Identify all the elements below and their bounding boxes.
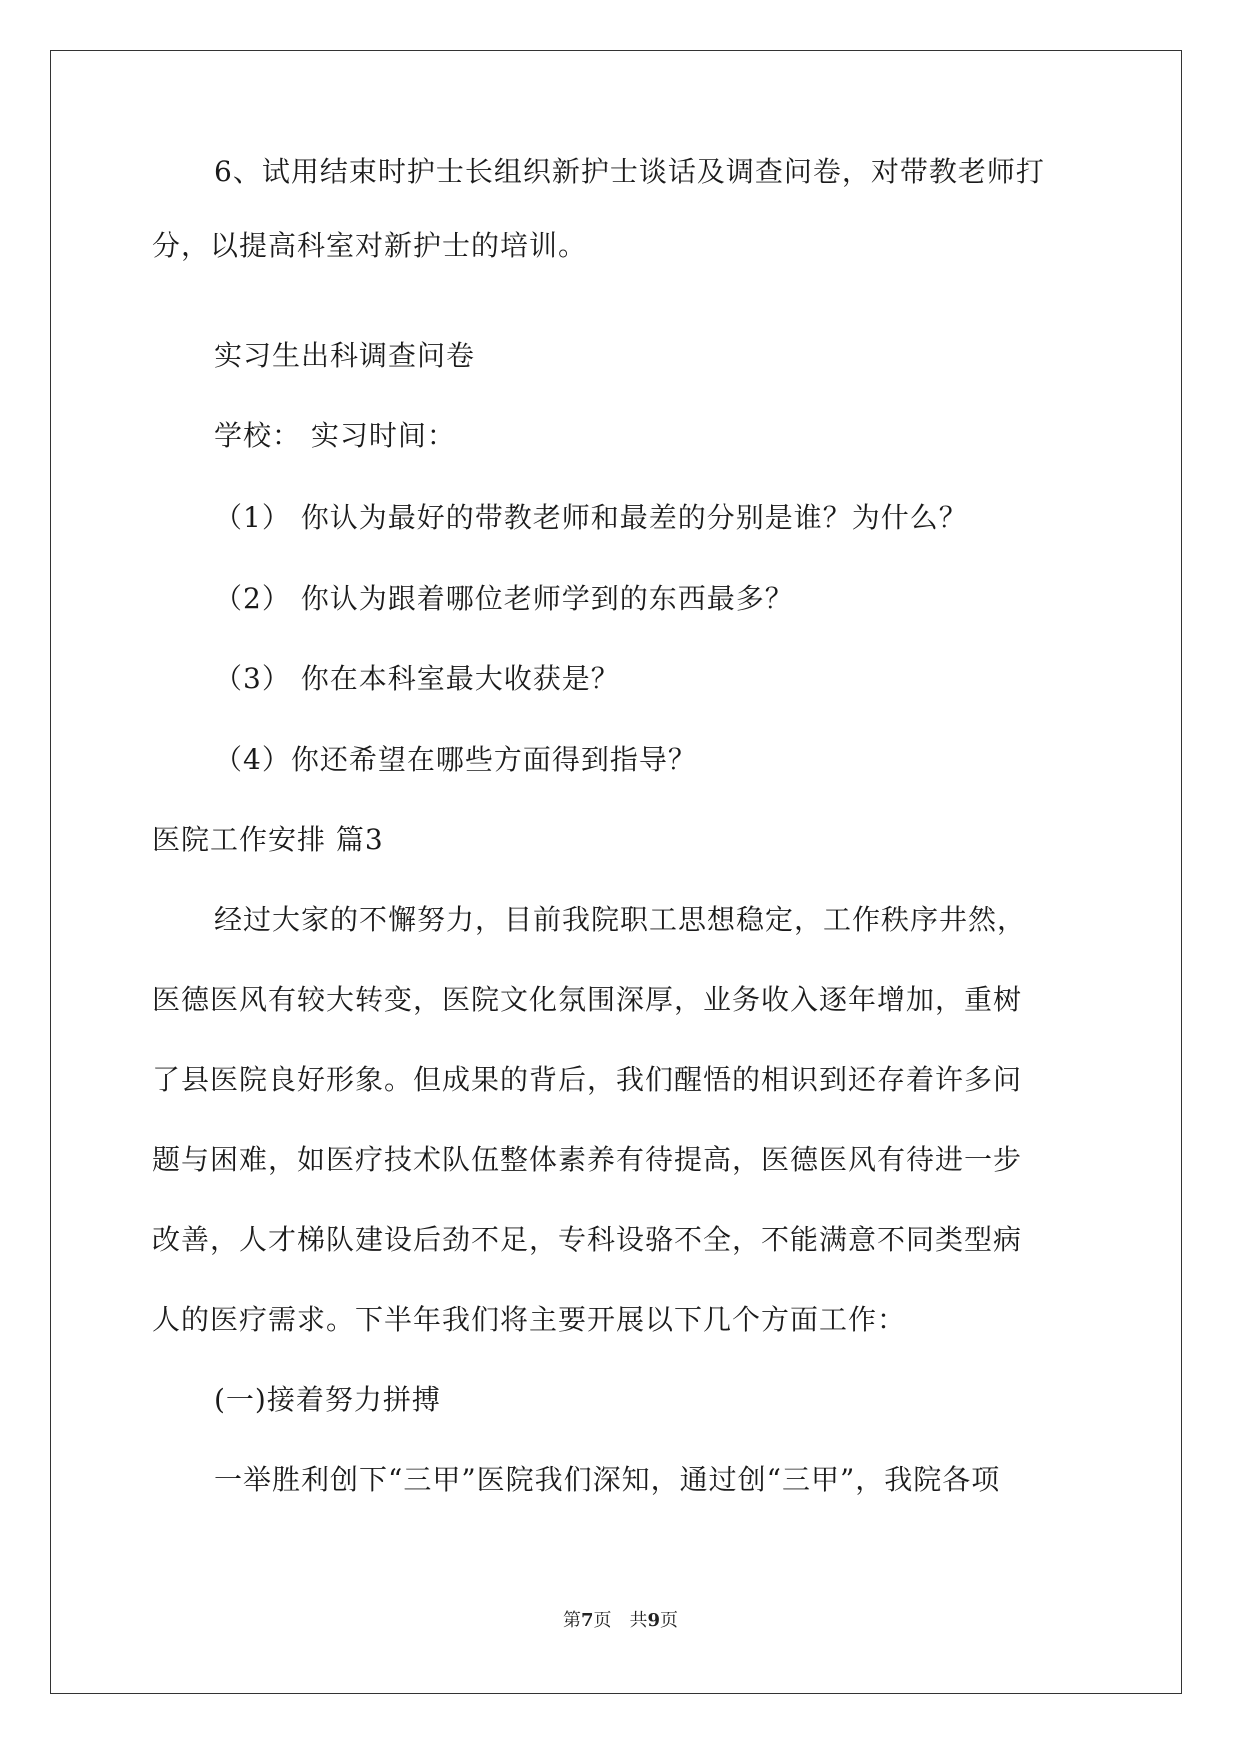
text-line-11: 医德医风有较大转变，医院文化氛围深厚，业务收入逐年增加，重树 <box>152 983 1023 1016</box>
text-line-17: 一举胜利创下“三甲”医院我们深知，通过创“三甲”，我院各项 <box>214 1463 1001 1496</box>
footer-total-suffix: 页 <box>660 1610 679 1631</box>
text-line-2: 分，以提高科室对新护士的培训。 <box>152 229 588 262</box>
text-line-13: 题与困难，如医疗技术队伍整体素养有待提高，医德医风有待进一步 <box>152 1143 1023 1176</box>
page-footer <box>0 1612 1241 1630</box>
footer-total-pages: 9 <box>647 1610 661 1631</box>
text-line-10: 经过大家的不懈努力，目前我院职工思想稳定，工作秩序井然， <box>214 903 1027 936</box>
survey-question-1: （1） 你认为最好的带教老师和最差的分别是谁？为什么？ <box>214 501 968 534</box>
survey-question-3: （3） 你在本科室最大收获是？ <box>214 662 620 695</box>
survey-question-2: （2） 你认为跟着哪位老师学到的东西最多？ <box>214 582 794 615</box>
survey-school-time: 学校： 实习时间： <box>214 419 456 452</box>
text-line-12: 了县医院良好形象。但成果的背后，我们醒悟的相识到还存着许多问 <box>152 1063 1023 1096</box>
text-line-1: 6、试用结束时护士长组织新护士谈话及调查问卷，对带教老师打 <box>214 155 1045 188</box>
footer-page-prefix: 第 <box>562 1610 581 1631</box>
text-line-14: 改善，人才梯队建设后劲不足，专科设骆不全，不能满意不同类型病 <box>152 1223 1023 1256</box>
text-line-15: 人的医疗需求。下半年我们将主要开展以下几个方面工作： <box>152 1303 907 1336</box>
footer-current-page: 7 <box>580 1610 594 1631</box>
survey-question-4: （4）你还希望在哪些方面得到指导？ <box>214 743 697 776</box>
page-border <box>50 50 1182 1694</box>
section-heading: 医院工作安排 篇3 <box>152 823 384 856</box>
survey-title: 实习生出科调查问卷 <box>214 339 476 372</box>
subsection-heading: (一)接着努力拼搏 <box>214 1383 441 1416</box>
footer-total-prefix: 共 <box>629 1610 648 1631</box>
footer-page-suffix: 页 <box>593 1610 612 1631</box>
